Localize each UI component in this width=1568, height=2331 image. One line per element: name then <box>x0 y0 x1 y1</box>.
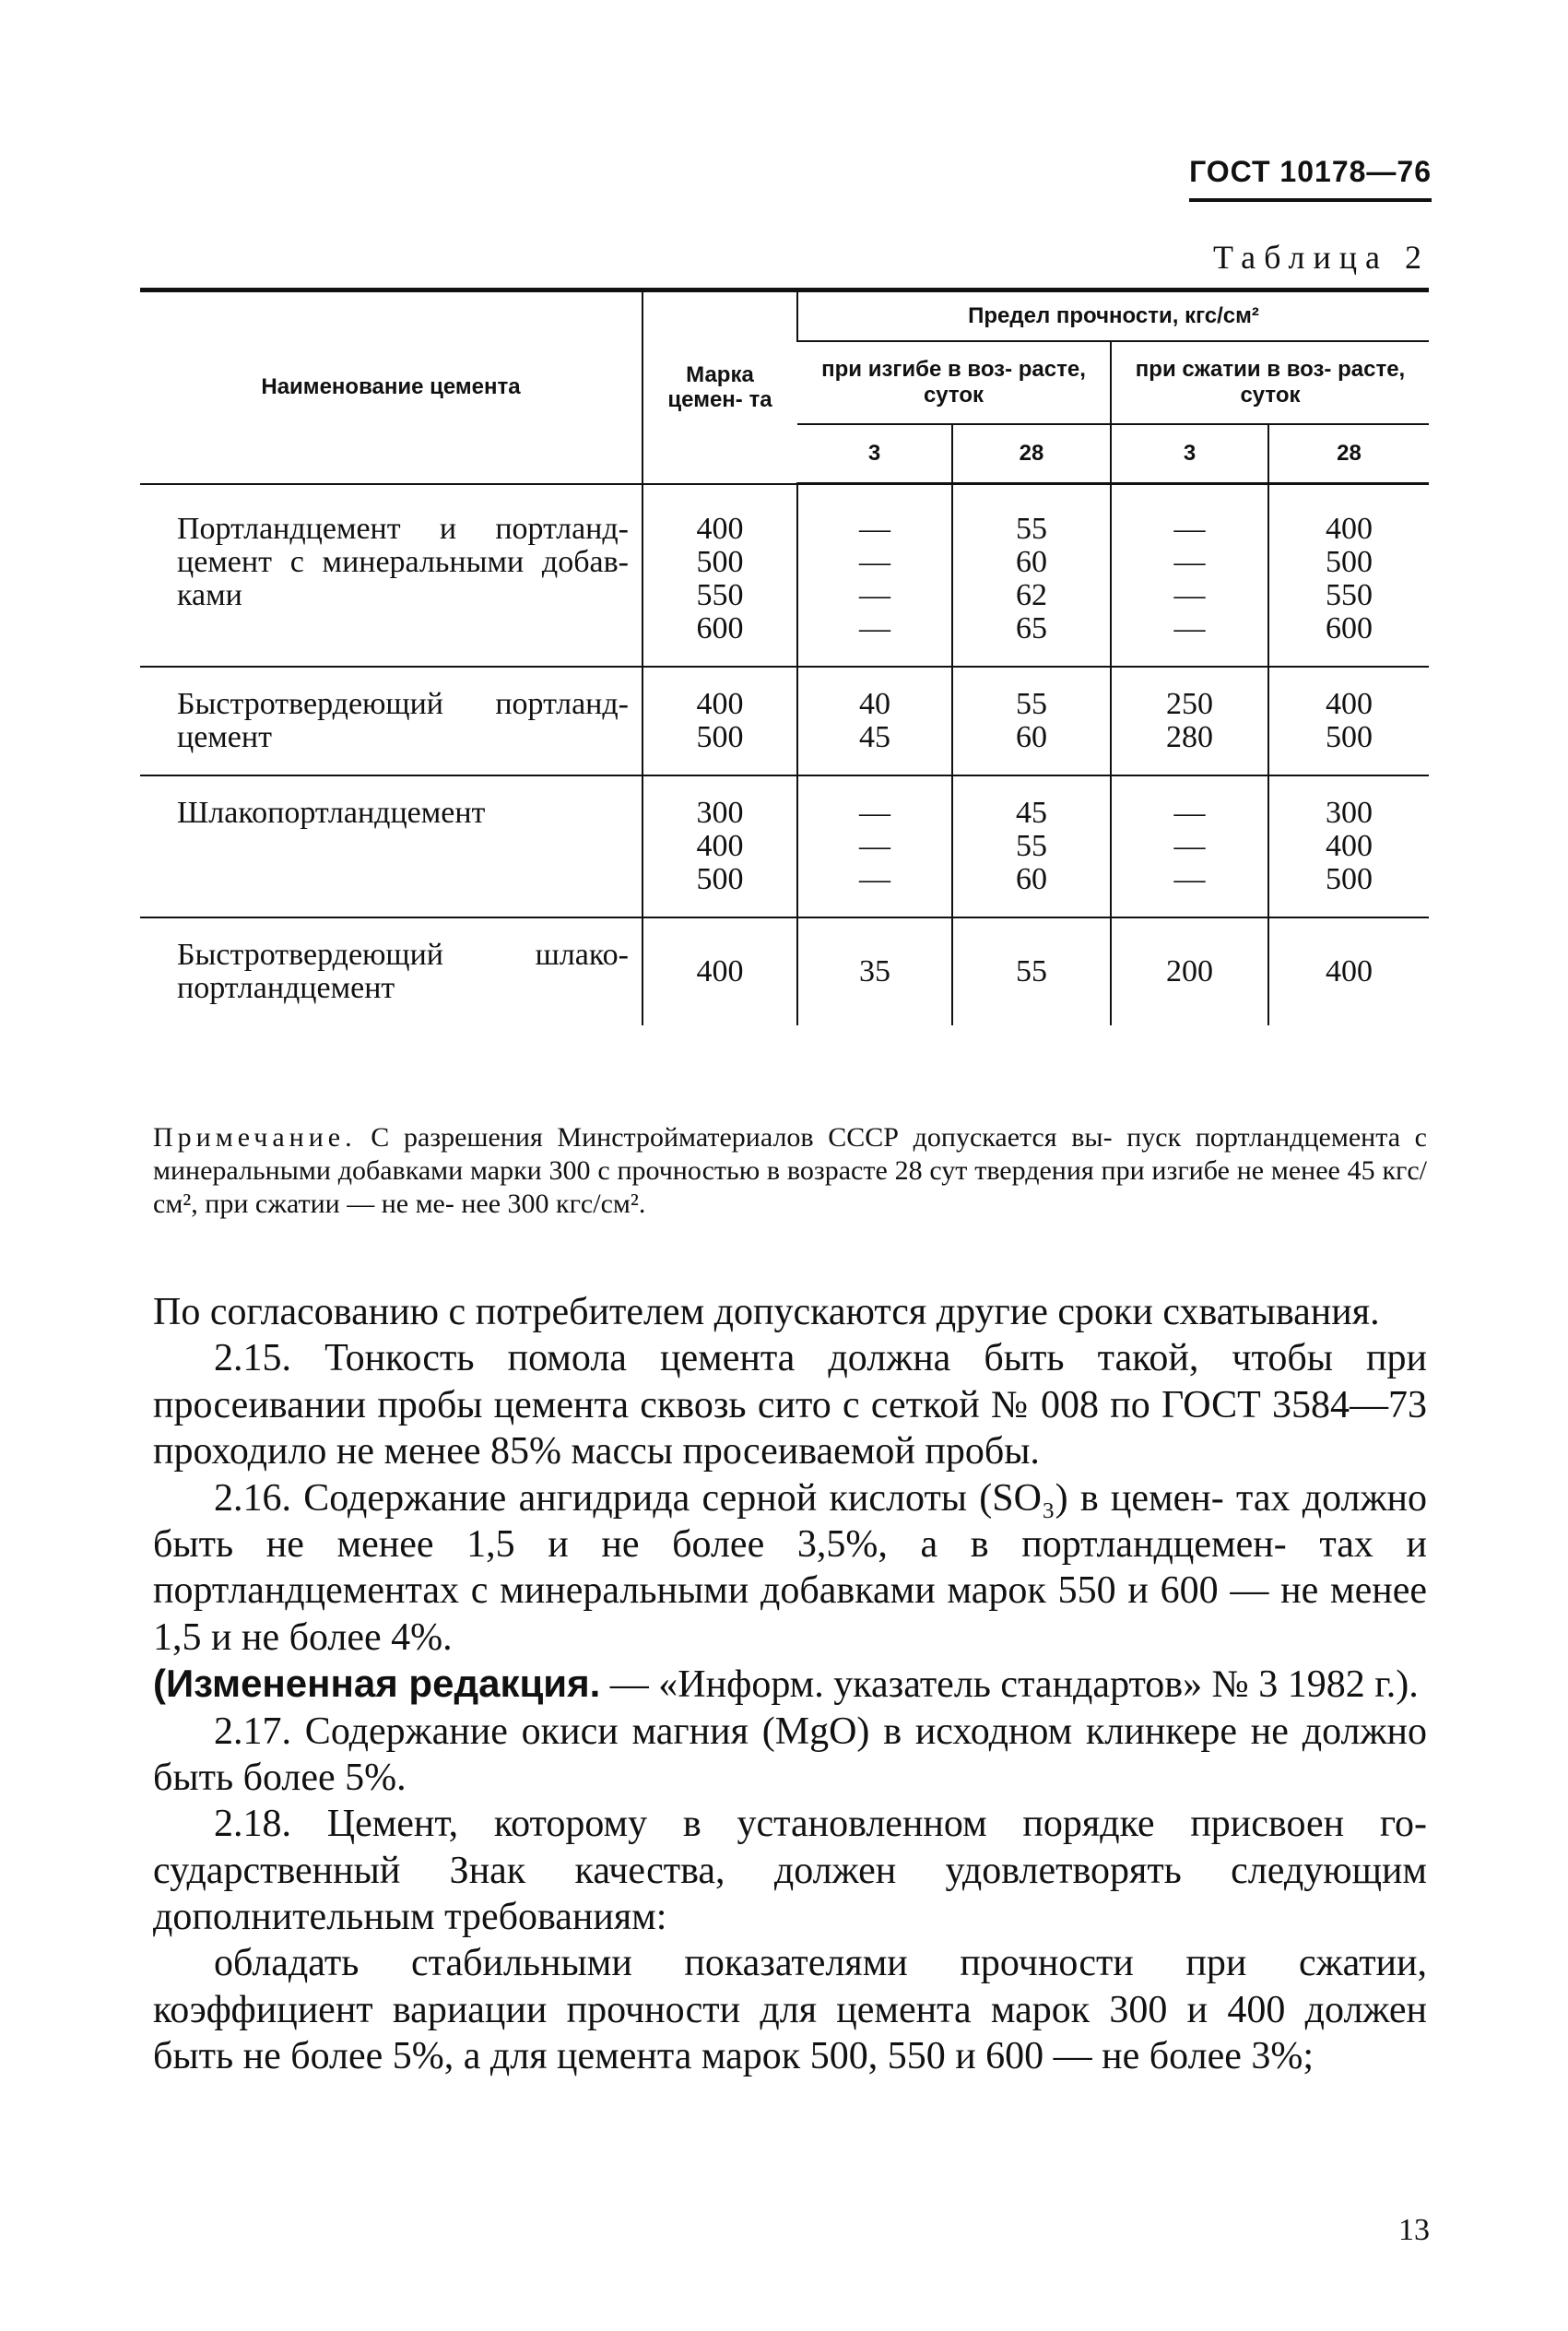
header-cement-grade: Марка цемен- та <box>643 290 797 484</box>
body-text <box>153 1289 1427 2080</box>
bend-3-cell: — — — <box>797 775 952 917</box>
amendment-text: — «Информ. указатель стандартов» № 3 1982 г.). <box>600 1663 1419 1707</box>
bend-28-cell: 55 60 <box>952 667 1111 775</box>
grade-cell: 400 500 <box>643 667 797 775</box>
table-row <box>140 917 1429 1025</box>
paragraph-2-18: 2.18. Цемент, которому в установленном порядке присвоен го- сударственный Знак качества, должен удовлетворять следующим дополнительным требованиям: <box>153 1803 1427 1939</box>
cement-name-cell: Шлакопортландцемент <box>140 775 643 917</box>
paragraph-2-16: 2.16. Содержание ангидрида серной кислоты (SO₃) в цемен- тах должно быть не менее 1,5 и не более 3,5%, а в портландцемен- тах и портландцементах с минеральными добавками марок 550 и 600 — не менее 1,5 и не более 4%. <box>153 1476 1427 1659</box>
paragraph: По согласованию с потребителем допускаются другие сроки схватывания. <box>153 1291 1380 1333</box>
table-row <box>140 775 1429 917</box>
standard-header: ГОСТ 10178—76 <box>1189 155 1432 202</box>
cement-name-cell: Быстротвердеющий шлако- портландцемент <box>140 917 643 1025</box>
cement-name-cell: Быстротвердеющий портланд- цемент <box>140 667 643 775</box>
paragraph-2-15: 2.15. Тонкость помола цемента должна быть такой, чтобы при просеивании пробы цемента сквозь сито с сеткой № 008 по ГОСТ 3584—73 проходило не менее 85% массы просеиваемой пробы. <box>153 1337 1427 1473</box>
page-number: 13 <box>1398 2213 1430 2247</box>
compress-3-cell: — — — <box>1111 775 1268 917</box>
paragraph: обладать стабильными показателями прочности при сжатии, коэффициент вариации прочности для цемента марок 300 и 400 должен быть не более 5%, а для цемента марок 500, 550 и 600 — не более 3%; <box>153 1942 1427 2078</box>
bend-3-cell: 40 45 <box>797 667 952 775</box>
amendment-note <box>153 1661 1427 1708</box>
header-strength-limit: Предел прочности, кгс/см² <box>797 290 1429 342</box>
table-row <box>140 667 1429 775</box>
header-day: 28 <box>1268 424 1429 484</box>
compress-3-cell: 250 280 <box>1111 667 1268 775</box>
note-label: Примечание. <box>153 1122 357 1153</box>
bend-28-cell: 55 60 62 65 <box>952 484 1111 668</box>
compress-28-cell: 400 500 550 600 <box>1268 484 1429 668</box>
header-day: 3 <box>797 424 952 484</box>
compress-28-cell: 400 <box>1268 917 1429 1025</box>
table-row <box>140 484 1429 668</box>
strength-table <box>140 288 1429 1025</box>
grade-cell: 400 500 550 600 <box>643 484 797 668</box>
table-label: Таблица 2 <box>1213 239 1430 276</box>
header-compression: при сжатии в воз- расте, суток <box>1111 341 1429 424</box>
compress-3-cell: 200 <box>1111 917 1268 1025</box>
compress-28-cell: 300 400 500 <box>1268 775 1429 917</box>
header-cement-name: Наименование цемента <box>140 290 643 484</box>
compress-3-cell: — — — — <box>1111 484 1268 668</box>
grade-cell: 400 <box>643 917 797 1025</box>
bend-28-cell: 45 55 60 <box>952 775 1111 917</box>
bend-3-cell: — — — — <box>797 484 952 668</box>
amendment-label: (Измененная редакция. <box>153 1662 601 1706</box>
paragraph-2-17: 2.17. Содержание окиси магния (MgO) в исходном клинкере не должно быть более 5%. <box>153 1710 1427 1799</box>
note-text: С разрешения Минстройматериалов СССР допускается вы- пуск портландцемента с минеральными добавками марки 300 с прочностью в возрасте 28 сут твердения при изгибе не менее 45 кгс/см², при сжатии — не ме- нее 300 кгс/см². <box>153 1122 1427 1219</box>
header-day: 28 <box>952 424 1111 484</box>
table-note <box>153 1121 1427 1221</box>
bend-28-cell: 55 <box>952 917 1111 1025</box>
header-day: 3 <box>1111 424 1268 484</box>
bend-3-cell: 35 <box>797 917 952 1025</box>
cement-name-cell: Портландцемент и портланд- цемент с минеральными добав- ками <box>177 511 629 612</box>
compress-28-cell: 400 500 <box>1268 667 1429 775</box>
header-bending: при изгибе в воз- расте, суток <box>797 341 1111 424</box>
grade-cell: 300 400 500 <box>643 775 797 917</box>
